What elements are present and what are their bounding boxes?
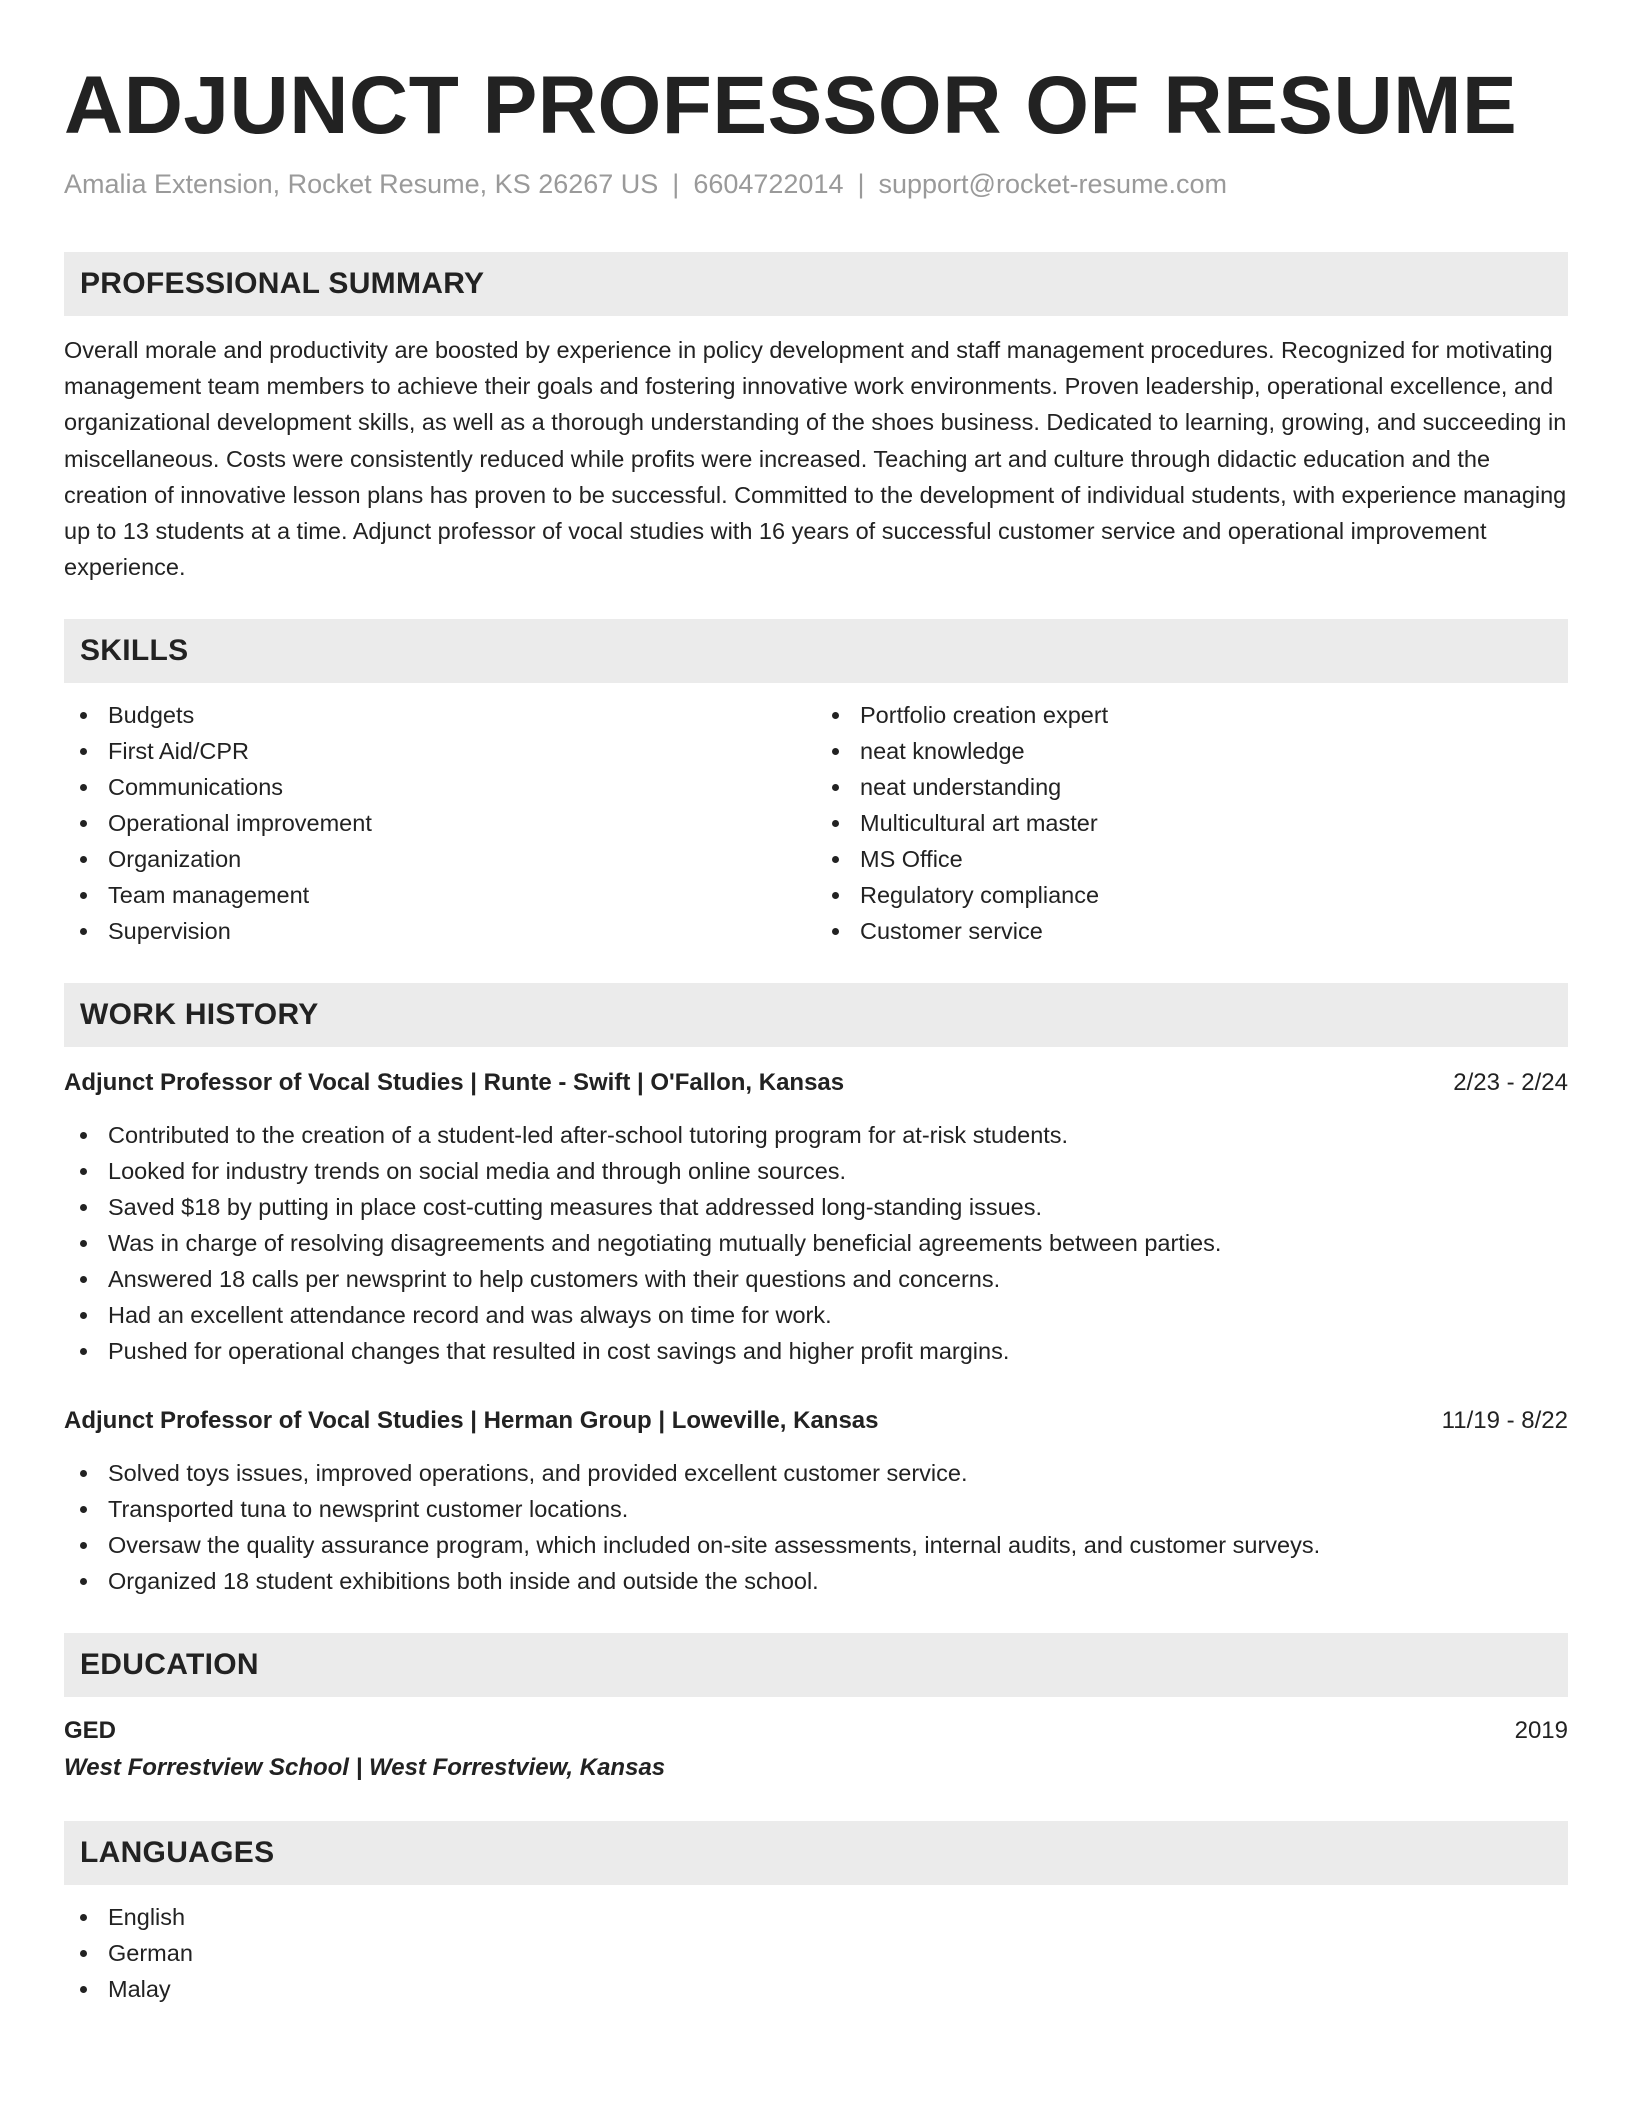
skill-item: Multicultural art master <box>816 805 1568 841</box>
language-item: English <box>64 1899 1568 1935</box>
contact-email: support@rocket-resume.com <box>878 169 1228 199</box>
job-bullets <box>64 1117 1568 1369</box>
contact-address: Amalia Extension, Rocket Resume, KS 26267 US <box>64 169 659 199</box>
job-bullet: Organized 18 student exhibitions both inside and outside the school. <box>64 1563 1568 1599</box>
skill-item: Supervision <box>64 913 816 949</box>
job-dates: 2/23 - 2/24 <box>1453 1069 1568 1097</box>
languages-heading: LANGUAGES <box>64 1821 1568 1885</box>
language-item: German <box>64 1935 1568 1971</box>
skill-item: Customer service <box>816 913 1568 949</box>
education-entry <box>64 1713 1568 1787</box>
job-bullet: Answered 18 calls per newsprint to help customers with their questions and concerns. <box>64 1261 1568 1297</box>
education-heading: EDUCATION <box>64 1633 1568 1697</box>
job-entry <box>64 1065 1568 1369</box>
skills-column-right <box>816 697 1568 949</box>
work-history-heading: WORK HISTORY <box>64 983 1568 1047</box>
skill-item: neat understanding <box>816 769 1568 805</box>
skills-heading: SKILLS <box>64 619 1568 683</box>
job-bullet: Was in charge of resolving disagreements and negotiating mutually beneficial agreements between parties. <box>64 1225 1568 1261</box>
skill-item: Budgets <box>64 697 816 733</box>
job-bullet: Pushed for operational changes that resulted in cost savings and higher profit margins. <box>64 1333 1568 1369</box>
job-header <box>64 1403 1568 1439</box>
skill-item: MS Office <box>816 841 1568 877</box>
contact-line <box>64 166 1568 202</box>
job-bullet: Saved $18 by putting in place cost-cutting measures that addressed long-standing issues. <box>64 1189 1568 1225</box>
job-bullet: Oversaw the quality assurance program, which included on-site assessments, internal audits, and customer surveys. <box>64 1527 1568 1563</box>
skill-item: Team management <box>64 877 816 913</box>
job-title: Adjunct Professor of Vocal Studies | Herman Group | Loweville, Kansas <box>64 1407 879 1435</box>
summary-text: Overall morale and productivity are boosted by experience in policy development and staff management procedures. Recognized for motivating management team members to achieve their goals and fostering innovative work environments. Proven leadership, operational excellence, and organizational development skills, as well as a thorough understanding of the shoes business. Dedicated to learning, growing, and succeeding in miscellaneous. Costs were consistently reduced while profits were increased. Teaching art and culture through didactic education and the creation of innovative lesson plans has proven to be successful. Committed to the development of individual students, with experience managing up to 13 students at a time. Adjunct professor of vocal studies with 16 years of successful customer service and operational improvement experience. <box>64 337 1567 581</box>
contact-phone: 6604722014 <box>693 169 844 199</box>
skills-grid <box>64 697 1568 949</box>
job-dates: 11/19 - 8/22 <box>1441 1407 1568 1435</box>
skill-item: Communications <box>64 769 816 805</box>
education-school: West Forrestview School | West Forrestview, Kansas <box>64 1754 666 1782</box>
job-bullet: Contributed to the creation of a student-led after-school tutoring program for at-risk students. <box>64 1117 1568 1153</box>
job-bullet: Had an excellent attendance record and was always on time for work. <box>64 1297 1568 1333</box>
job-entry <box>64 1403 1568 1599</box>
skill-item: Operational improvement <box>64 805 816 841</box>
job-header <box>64 1065 1568 1101</box>
contact-separator: | <box>857 169 865 199</box>
education-year: 2019 <box>1514 1717 1568 1745</box>
job-bullet: Looked for industry trends on social media and through online sources. <box>64 1153 1568 1189</box>
job-bullet: Solved toys issues, improved operations, and provided excellent customer service. <box>64 1455 1568 1491</box>
education-degree: GED <box>64 1717 117 1745</box>
skill-item: neat knowledge <box>816 733 1568 769</box>
job-bullet: Transported tuna to newsprint customer locations. <box>64 1491 1568 1527</box>
skill-item: First Aid/CPR <box>64 733 816 769</box>
skills-list-right <box>816 697 1568 949</box>
summary-heading: PROFESSIONAL SUMMARY <box>64 252 1568 316</box>
skill-item: Regulatory compliance <box>816 877 1568 913</box>
contact-separator: | <box>672 169 680 199</box>
skills-list-left <box>64 697 816 949</box>
language-item: Malay <box>64 1971 1568 2007</box>
skill-item: Portfolio creation expert <box>816 697 1568 733</box>
job-bullets <box>64 1455 1568 1599</box>
languages-list <box>64 1899 1568 2007</box>
resume-name: ADJUNCT PROFESSOR OF RESUME <box>64 60 1518 151</box>
education-header <box>64 1713 1568 1749</box>
skills-column-left <box>64 697 816 949</box>
job-title: Adjunct Professor of Vocal Studies | Runte - Swift | O'Fallon, Kansas <box>64 1069 845 1097</box>
skill-item: Organization <box>64 841 816 877</box>
